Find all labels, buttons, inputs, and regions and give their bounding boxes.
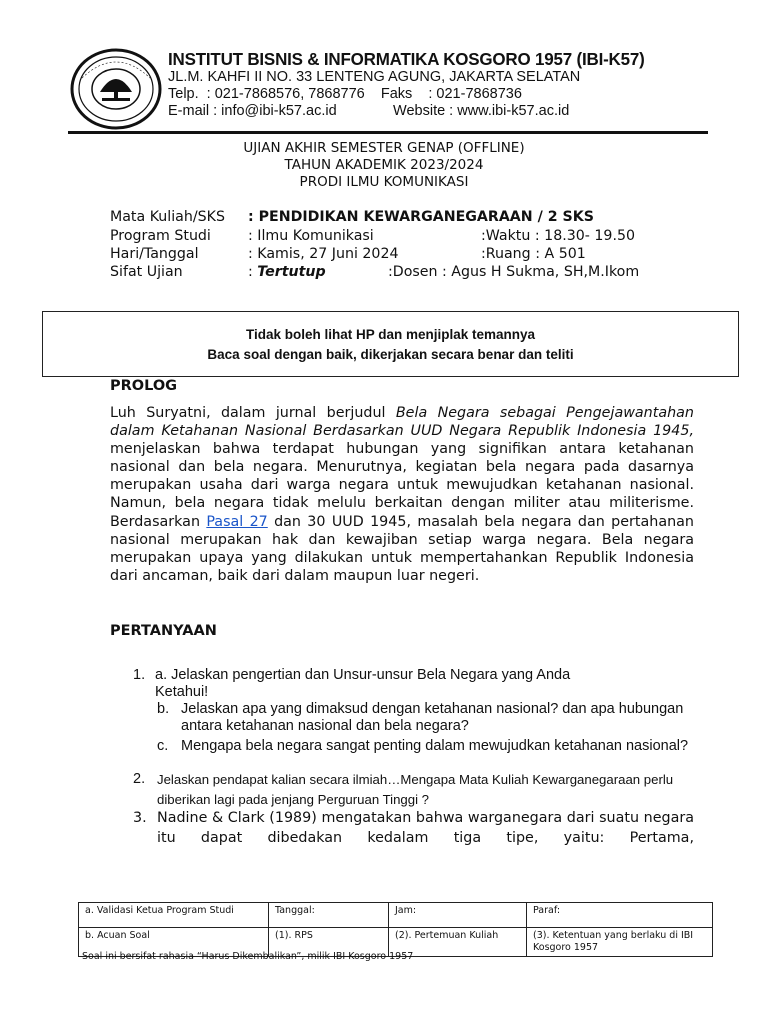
prolog-heading: PROLOG — [110, 378, 178, 394]
exam-type-colon: : — [248, 264, 258, 280]
course-label: Mata Kuliah/SKS — [110, 209, 225, 225]
academic-year: TAHUN AKADEMIK 2023/2024 — [284, 157, 484, 173]
question-1b-marker: b. — [157, 701, 170, 717]
question-1-number: 1. — [133, 667, 146, 683]
question-1a: a. Jelaskan pengertian dan Unsur-unsur Bela Negara yang Anda — [155, 667, 571, 683]
question-2-number: 2. — [133, 771, 146, 787]
exam-rules-box — [42, 311, 739, 377]
question-1c: Mengapa bela negara sangat penting dalam mewujudkan ketahanan nasional? — [181, 738, 689, 754]
question-1b: Jelaskan apa yang dimaksud dengan ketahanan nasional? dan apa hubungan antara ketahanan nasional dan bela negara? — [181, 701, 684, 734]
prolog-text-middle: menjelaskan bahwa terdapat hubungan yang signifikan antara ketahanan nasional dan bela negara. Menurutnya, kegiatan bela negara pada dasarnya merupakan usaha dari warga negara untuk mewujudkan ketahanan nasional. Namun, bela negara tidak melulu berkaitan dengan militer atau militerisme. Berdasarkan — [110, 441, 694, 530]
questions-heading: PERTANYAAN — [110, 623, 217, 639]
course-value: : PENDIDIKAN KEWARGANEGARAAN / 2 SKS — [248, 209, 594, 225]
exam-time: :Waktu : 18.30- 19.50 — [481, 228, 636, 244]
program-label: Program Studi — [110, 228, 211, 244]
question-3: Nadine & Clark (1989) mengatakan bahwa warganegara dari suatu negara itu dapat dibedakan kedalam tiga tipe, yaitu: Pertama, — [157, 810, 694, 846]
prolog-text-start: Luh Suryatni, dalam jurnal berjudul — [110, 405, 396, 421]
header-divider — [68, 131, 708, 134]
kosgoro-seal-icon — [70, 48, 162, 130]
institution-address: JL.M. KAHFI II NO. 33 LENTENG AGUNG, JAKARTA SELATAN — [168, 69, 581, 85]
lecturer: :Dosen : Agus H Sukma, SH,M.Ikom — [388, 264, 640, 280]
institution-name: INSTITUT BISNIS & INFORMATIKA KOSGORO 1957 (IBI-K57) — [168, 49, 645, 69]
signature-cell: Paraf: — [527, 903, 713, 928]
pasal-27-link[interactable]: Pasal 27 — [206, 513, 268, 530]
institution-phone: Telp. : 021-7868576, 7868776 Faks : 021-7868736 — [168, 86, 522, 102]
time-cell: Jam: — [389, 903, 527, 928]
rule-read-carefully: Baca soal dengan baik, dikerjakan secara benar dan teliti — [207, 347, 574, 362]
program-value: : Ilmu Komunikasi — [248, 228, 374, 244]
validation-label: a. Validasi Ketua Program Studi — [79, 903, 269, 928]
reference-regulation: (3). Ketentuan yang berlaku di IBI Kosgoro 1957 — [527, 928, 713, 957]
exam-type-closed: Tertutup — [257, 264, 326, 280]
institution-contact: E-mail : info@ibi-k57.ac.id Website : www.ibi-k57.ac.id — [168, 103, 570, 119]
exam-title: UJIAN AKHIR SEMESTER GENAP (OFFLINE) — [243, 140, 525, 156]
question-3-number: 3. — [133, 810, 147, 826]
reference-label: b. Acuan Soal — [79, 928, 269, 957]
rule-no-phone: Tidak boleh lihat HP dan menjiplak temannya — [245, 327, 536, 342]
prolog-paragraph — [110, 404, 694, 585]
exam-type-label: Sifat Ujian — [110, 264, 183, 280]
date-label: Hari/Tanggal — [110, 246, 199, 262]
date-cell: Tanggal: — [269, 903, 389, 928]
reference-lecture: (2). Pertemuan Kuliah — [389, 928, 527, 957]
prolog-journal-title: Bela Negara sebagai Pengejawantahan dalam Ketahanan Nasional Berdasarkan UUD Negara Republik Indonesia 1945, — [110, 405, 694, 440]
table-row — [79, 903, 713, 928]
exam-room: :Ruang : A 501 — [481, 246, 586, 262]
date-value: : Kamis, 27 Juni 2024 — [248, 246, 399, 262]
question-2: Jelaskan pendapat kalian secara ilmiah…Mengapa Mata Kuliah Kewarganegaraan perlu diberikan lagi pada jenjang Perguruan Tinggi ? — [157, 772, 674, 807]
question-1a-continued: Ketahui! — [155, 684, 209, 700]
question-1c-marker: c. — [157, 738, 169, 754]
confidential-note: Soal ini bersifat rahasia “Harus Dikembalikan”, milik IBI Kosgoro 1957 — [82, 951, 414, 962]
prolog-text-end: dan 30 UUD 1945, masalah bela negara dan pertahanan nasional merupakan hak dan kewajiban setiap warga negara. Bela negara merupakan upaya yang dilakukan untuk mempertahankan Republik Indonesia dari ancaman, baik dari dalam maupun luar negeri. — [110, 513, 694, 584]
institution-logo — [70, 48, 162, 130]
reference-rps: (1). RPS — [269, 928, 389, 957]
study-program-title: PRODI ILMU KOMUNIKASI — [299, 174, 469, 190]
validation-table — [78, 902, 713, 957]
exam-type-value — [248, 264, 326, 280]
